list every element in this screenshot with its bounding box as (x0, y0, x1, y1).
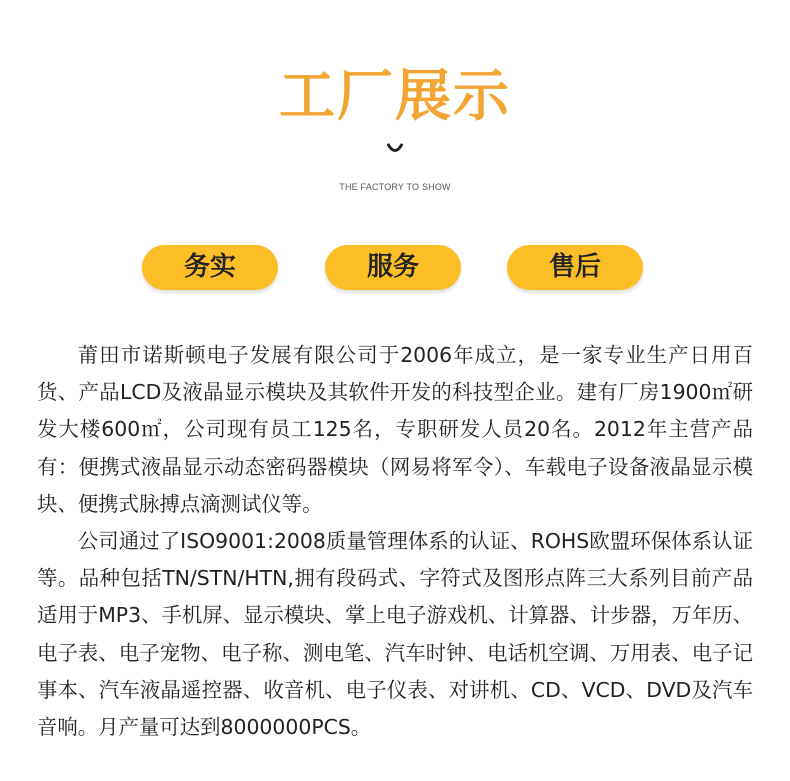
tag-pill-practical: 务实 (142, 245, 278, 290)
paragraph-intro: 莆田市诺斯顿电子发展有限公司于2006年成立，是一家专业生产日用百货、产品LCD及液晶显示模块及其软件开发的科技型企业。建有厂房1900㎡研发大楼600㎡，公司现有员工125名，专职研发人员20名。2012年主营产品有：便携式液晶显示动态密码器模块（网易将军令）、车载电子设备液晶显示模块、便携式脉搏点滴测试仪等。 (37, 343, 753, 516)
paragraph-certification: 公司通过了ISO9001:2008质量管理体系的认证、ROHS欧盟环保体系认证等。品种包括TN/STN/HTN,拥有段码式、字符式及图形点阵三大系列目前产品适用于MP3、手机屏、显示模块、掌上电子游戏机、计算器、计步器，万年历、电子表、电子宠物、电子称、测电笔、汽车时钟、电话机空调、万用表、电子记事本、汽车液晶遥控器、收音机、电子仪表、对讲机、CD、VCD、DVD及汽车音响。月产量可达到8000000PCS。 (37, 529, 753, 740)
smile-icon (387, 143, 403, 154)
tag-pill-service: 服务 (325, 245, 461, 290)
page-title: 工厂展示 (279, 64, 511, 129)
page-subtitle: THE FACTORY TO SHOW (339, 182, 451, 192)
company-description (37, 337, 753, 746)
tag-pill-after-sales: 售后 (507, 245, 643, 290)
